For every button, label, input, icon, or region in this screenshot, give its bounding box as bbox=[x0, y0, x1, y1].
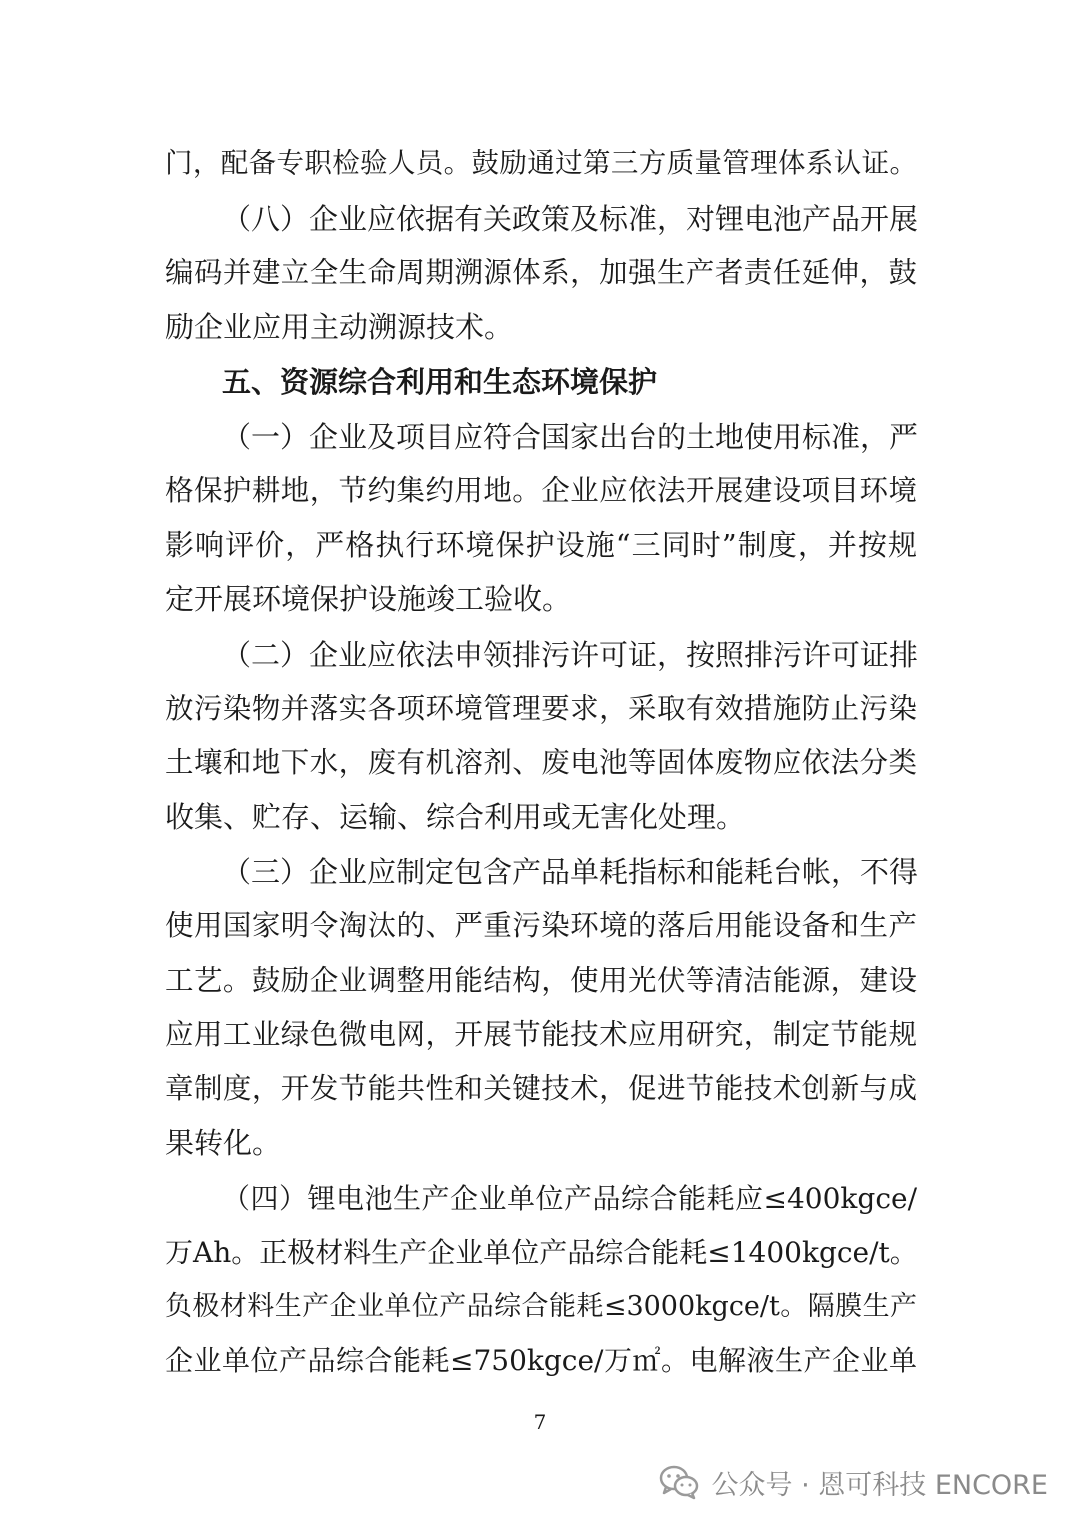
text-line: 万Ah。正极材料生产企业单位产品综合能耗≤1400kgce/t。 bbox=[165, 1236, 918, 1269]
wechat-icon bbox=[659, 1464, 699, 1500]
text-line: （八）企业应依据有关政策及标准，对锂电池产品开展 bbox=[222, 202, 919, 236]
text-line: （四）锂电池生产企业单位产品综合能耗应≤400kgce/ bbox=[222, 1182, 917, 1215]
watermark bbox=[659, 1462, 1048, 1502]
text-line: 使用国家明令淘汰的、严重污染环境的落后用能设备和生产 bbox=[165, 909, 917, 942]
text-line: （三）企业应制定包含产品单耗指标和能耗台帐，不得 bbox=[222, 855, 919, 889]
text-line: 放污染物并落实各项环境管理要求，采取有效措施防止污染 bbox=[165, 692, 917, 725]
watermark-text: 公众号 · 恩可科技 ENCORE bbox=[711, 1469, 1048, 1501]
text-line: 土壤和地下水，废有机溶剂、废电池等固体废物应依法分类 bbox=[165, 746, 917, 779]
page-number: 7 bbox=[533, 1410, 547, 1434]
text-line: 应用工业绿色微电网，开展节能技术应用研究，制定节能规 bbox=[165, 1018, 917, 1051]
text-line: 果转化。 bbox=[165, 1126, 282, 1160]
section-heading: 五、资源综合利用和生态环境保护 bbox=[222, 365, 658, 399]
text-line: 影响评价，严格执行环境保护设施“三同时”制度，并按规 bbox=[165, 528, 917, 562]
text-line: 负极材料生产企业单位产品综合能耗≤3000kgce/t。隔膜生产 bbox=[165, 1291, 917, 1322]
text-line: 门，配备专职检验人员。鼓励通过第三方质量管理体系认证。 bbox=[165, 147, 917, 179]
text-line: 格保护耕地，节约集约用地。企业应依法开展建设项目环境 bbox=[165, 474, 917, 507]
text-line: 收集、贮存、运输、综合利用或无害化处理。 bbox=[165, 800, 746, 834]
text-line: 编码并建立全生命周期溯源体系，加强生产者责任延伸，鼓 bbox=[165, 256, 917, 289]
text-line: 定开展环境保护设施竣工验收。 bbox=[165, 582, 572, 616]
text-line: 企业单位产品综合能耗≤750kgce/万㎡。电解液生产企业单 bbox=[165, 1344, 917, 1377]
text-line: （一）企业及项目应符合国家出台的土地使用标准，严 bbox=[222, 420, 919, 454]
text-line: 工艺。鼓励企业调整用能结构，使用光伏等清洁能源，建设 bbox=[165, 964, 917, 997]
text-line: 章制度，开发节能共性和关键技术，促进节能技术创新与成 bbox=[165, 1072, 917, 1105]
text-line: 励企业应用主动溯源技术。 bbox=[165, 310, 514, 344]
text-line: （二）企业应依法申领排污许可证，按照排污许可证排 bbox=[222, 638, 919, 672]
